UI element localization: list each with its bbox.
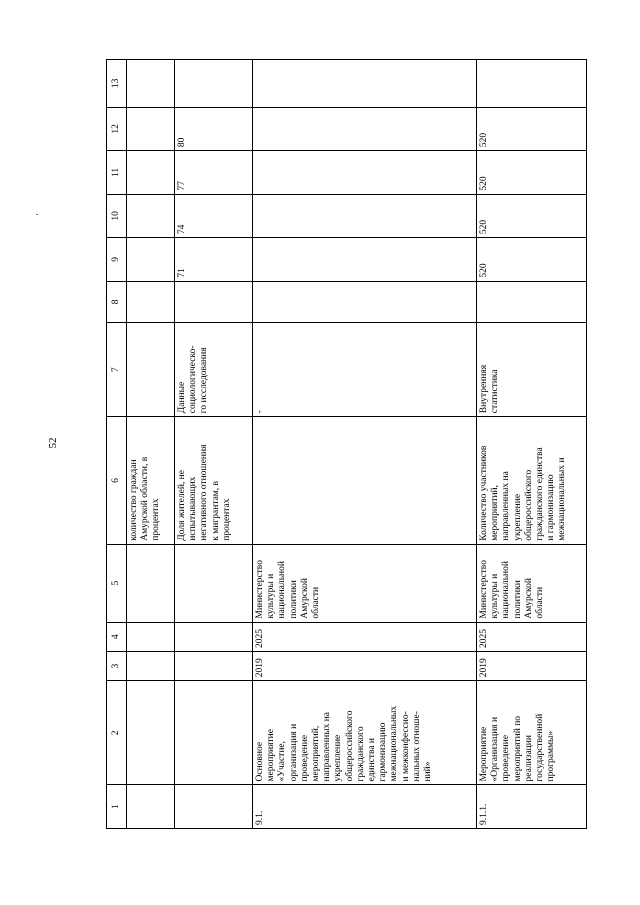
column-header-8: 8 — [107, 281, 127, 322]
table-cell — [127, 785, 175, 829]
column-header-3: 3 — [107, 651, 127, 680]
column-header-6: 6 — [107, 417, 127, 544]
table-cell — [253, 151, 477, 195]
table-row — [253, 60, 477, 829]
end-year-cell: 2025 — [477, 622, 587, 651]
scan-speck — [36, 214, 38, 215]
column-header-12: 12 — [107, 107, 127, 151]
value-cell: 80 — [175, 107, 253, 151]
start-year-cell: 2019 — [253, 651, 477, 680]
column-number-row — [107, 60, 127, 829]
table-cell — [175, 544, 253, 622]
column-header-13: 13 — [107, 60, 127, 108]
row-number-cell: 9.1.1. — [477, 785, 587, 829]
value-cell: 520 — [477, 151, 587, 195]
program-measures-table — [106, 59, 587, 829]
executor-cell: Министерство культуры и национальной политики Амурской области — [253, 544, 477, 622]
column-header-11: 11 — [107, 151, 127, 195]
data-source-cell: Внутренняя статистика — [477, 323, 587, 417]
value-cell: 520 — [477, 238, 587, 282]
table-cell — [127, 681, 175, 785]
table-cell — [253, 60, 477, 108]
table-cell — [175, 60, 253, 108]
table-cell — [127, 281, 175, 322]
table-row — [175, 60, 253, 829]
value-cell: 77 — [175, 151, 253, 195]
column-header-4: 4 — [107, 622, 127, 651]
indicator-name-cell: количество граждан Амурской области, в процентах — [127, 417, 175, 544]
row-number-cell: 9.1. — [253, 785, 477, 829]
table-cell — [175, 281, 253, 322]
table-cell — [477, 60, 587, 108]
value-cell: 520 — [477, 107, 587, 151]
table-cell — [175, 681, 253, 785]
indicator-name-cell: Количество участников мероприятий, направленных на укрепление общероссийского гражданского единства и гармонизацию межнациональных и — [477, 417, 587, 544]
value-cell: 74 — [175, 194, 253, 238]
indicator-name-cell: Доля жителей, не испытывающих негативного отношения к мигрантам, в процентах — [175, 417, 253, 544]
column-header-2: 2 — [107, 681, 127, 785]
column-header-1: 1 — [107, 785, 127, 829]
table-cell — [127, 238, 175, 282]
data-source-cell: - — [253, 323, 477, 417]
table-cell — [127, 651, 175, 680]
end-year-cell: 2025 — [253, 622, 477, 651]
table-cell — [127, 107, 175, 151]
table-cell — [175, 622, 253, 651]
column-header-7: 7 — [107, 323, 127, 417]
executor-cell: Министерство культуры и национальной политики Амурской области — [477, 544, 587, 622]
table-cell — [127, 622, 175, 651]
value-cell: 71 — [175, 238, 253, 282]
table-cell — [253, 107, 477, 151]
table-cell — [175, 785, 253, 829]
table-row — [127, 60, 175, 829]
table-cell — [253, 194, 477, 238]
measure-name-cell: Мероприятие «Организация и проведение мероприятий по реализации государственной программы» — [477, 681, 587, 785]
table-row — [477, 60, 587, 829]
table-cell — [477, 281, 587, 322]
measure-name-cell: Основное мероприятие «Участие, организация и проведение мероприятий, направленных на укрепление общероссийского гражданского единства и гармонизацию межнациональных и межконфессио- нальных отноше- ний» — [253, 681, 477, 785]
table-cell — [253, 417, 477, 544]
start-year-cell: 2019 — [477, 651, 587, 680]
table-cell — [127, 194, 175, 238]
column-header-5: 5 — [107, 544, 127, 622]
table-cell — [253, 281, 477, 322]
column-header-10: 10 — [107, 194, 127, 238]
table-cell — [127, 151, 175, 195]
rotated-table-container — [106, 59, 586, 829]
table-cell — [253, 238, 477, 282]
page-number: 52 — [47, 437, 59, 449]
table-cell — [127, 323, 175, 417]
table-cell — [127, 60, 175, 108]
column-header-9: 9 — [107, 238, 127, 282]
table-cell — [175, 651, 253, 680]
data-source-cell: Данные социологическо- го исследования — [175, 323, 253, 417]
table-cell — [127, 544, 175, 622]
value-cell: 520 — [477, 194, 587, 238]
